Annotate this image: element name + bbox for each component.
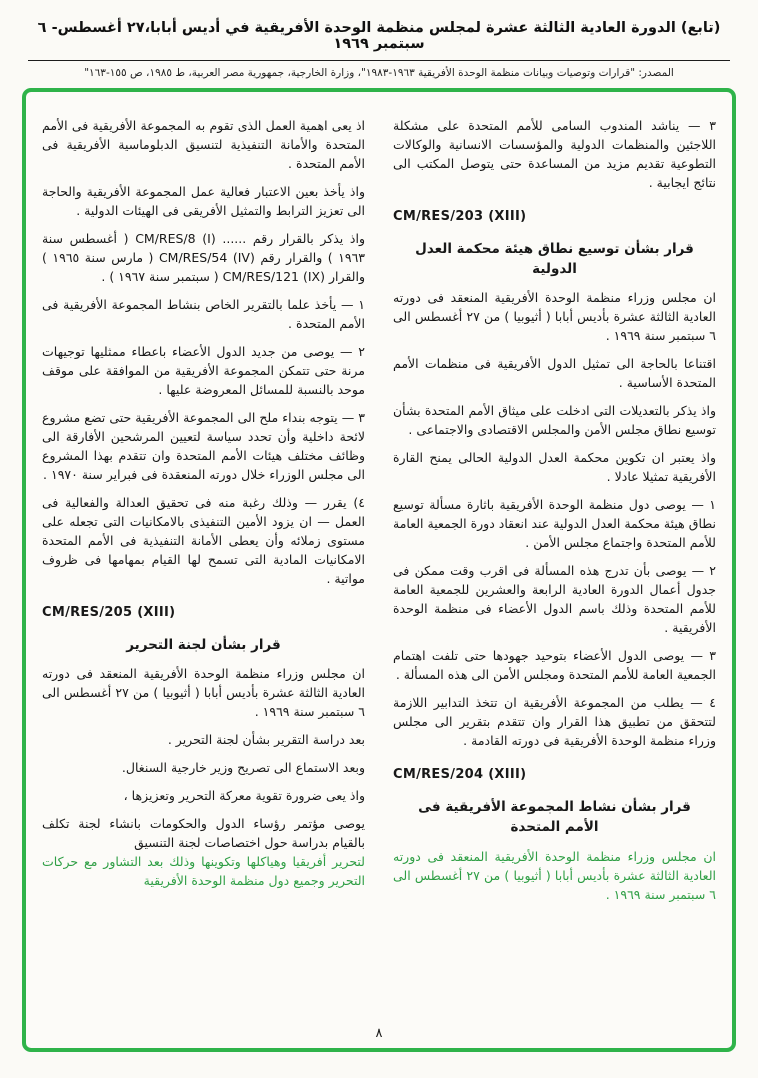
source-line: المصدر: "قرارات وتوصيات وبيانات منظمة الوحدة الأفريقية ١٩٦٣-١٩٨٣"، وزارة الخارجية، جمهورية مصر العربية، ط ١٩٨٥، ص ١٥٥-١٦٣" bbox=[84, 67, 674, 79]
content-border-box bbox=[22, 88, 736, 1052]
page-title: (تابع) الدورة العادية الثالثة عشرة لمجلس منظمة الوحدة الأفريقية في أديس أبابا،٢٧ أغسطس- ٦ سبتمبر ١٩٦٩ bbox=[37, 20, 721, 52]
right-col-resolution-ref-1: CM/RES/203 (XIII) bbox=[393, 209, 527, 224]
right-col-paragraph-10: ٤ — يطلب من المجموعة الأفريقية ان تتخذ التدابير اللازمة لتتحقق من تطبيق هذا القرار وان تتقدم بتقرير الى مجلس وزراء منظمة الوحدة الأفريقية فى دورته القادمة . bbox=[393, 695, 716, 749]
column-right bbox=[393, 116, 716, 1014]
right-col-resolution-title-12: قرار بشأن نشاط المجموعة الأفريقية فى الأمم المتحدة bbox=[418, 799, 691, 836]
right-col-paragraph-5: واذ يذكر بالتعديلات التى ادخلت على ميثاق الأمم المتحدة بشأن توسيع نطاق مجلس الأمن والمجلس الاقتصادى والاجتماعى . bbox=[393, 403, 716, 438]
left-col-paragraph-0: اذ يعى اهمية العمل الذى تقوم به المجموعة الأفريقية فى الأمم المتحدة والأمانة التنفيذية لتنسيق الدبلوماسية الأفريقية فى الأمم المتحدة . bbox=[42, 118, 365, 171]
left-col-paragraph-13: يوصى مؤتمر رؤساء الدول والحكومات بانشاء لجنة تكلف بالقيام بدراسة حول اختصاصات لجنة التنسيق bbox=[42, 816, 365, 850]
right-col-paragraph-9: ٣ — يوصى الدول الأعضاء بتوحيد جهودها حتى تلفت اهتمام الجمعية العامة للأمم المتحدة ومجلس الأمن الى هذه المسألة . bbox=[393, 648, 716, 683]
left-col-paragraph-12: واذ يعى ضرورة تقوية معركة التحرير وتعزيزها ، bbox=[123, 788, 365, 803]
left-col-paragraph-9: ان مجلس وزراء منظمة الوحدة الأفريقية المنعقد فى دورته العادية الثالثة عشرة بأديس أبابا ( أثيوبيا ) من ٢٧ أغسطس الى ٦ سبتمبر سنة ١٩٦٩ . bbox=[42, 666, 365, 719]
left-col-paragraph-1: واذ يأخذ بعين الاعتبار فعالية عمل المجموعة الأفريقية والحاجة الى تعزيز الترابط والتمثيل الأفريقى فى الهيئات الدولية . bbox=[42, 184, 365, 218]
left-col-paragraph-2: واذ يذكر بالقرار رقم ...... CM/RES/8 (I) ( أغسطس سنة ١٩٦٣ ) والقرار رقم CM/RES/54 (IV) ( مارس سنة ١٩٦٥ ) والقرار CM/RES/121 (IX) ( سبتمبر سنة ١٩٦٧ ) . bbox=[42, 231, 365, 284]
right-col-paragraph-13: ان مجلس وزراء منظمة الوحدة الأفريقية المنعقد فى دورته العادية الثالثة عشرة بأديس أبابا ( أثيوبيا ) من ٢٧ أغسطس الى ٦ سبتمبر سنة ١٩٦٩ . bbox=[393, 848, 716, 902]
right-col-paragraph-4: اقتناعا بالحاجة الى تمثيل الدول الأفريقية فى منظمات الأمم المتحدة الأساسية . bbox=[393, 356, 716, 391]
header-divider bbox=[28, 60, 730, 61]
left-col-paragraph-6: ٤) يقرر — وذلك رغبة منه فى تحقيق العدالة والفعالية فى العمل — ان يزود الأمين التنفيذى بالامكانيات التى تجعله على مستوى زملائه وأن يعطى الأمانة التنفيذية فى الأمم المتحدة الامكانيات المادية التى تسمح لها القيام بمهامها فى ظروف مواتية . bbox=[42, 495, 365, 586]
page-number: ٨ bbox=[375, 1026, 383, 1041]
left-col-resolution-title-8: قرار بشأن لجنة التحرير bbox=[126, 636, 281, 653]
column-left bbox=[42, 116, 365, 1014]
left-col-paragraph-14: لتحرير أفريقيا وهياكلها وتكوينها وذلك بعد التشاور مع حركات التحرير وجميع دول منظمة الوحدة الأفريقية bbox=[42, 854, 365, 888]
left-col-paragraph-3: ١ — يأخذ علما بالتقرير الخاص بنشاط المجموعة الأفريقية فى الأمم المتحدة . bbox=[42, 297, 365, 331]
left-col-paragraph-4: ٢ — يوصى من جديد الدول الأعضاء باعطاء ممثليها توجيهات مرنة حتى تتمكن المجموعة الأفريقية من الموافقة على موقف موحد بالنسبة للمسائل المعروضة عليها . bbox=[42, 344, 365, 397]
right-col-paragraph-6: واذ يعتبر ان تكوين محكمة العدل الدولية الحالى يمنح القارة الأفريقية تمثيلا عادلا . bbox=[393, 450, 716, 485]
left-col-paragraph-5: ٣ — يتوجه بنداء ملح الى المجموعة الأفريقية حتى تضع مشروع لائحة داخلية وأن تحدد سياسة لتعيين المرشحين الأفارقة الى وظائف مختلف هيئات الأمم المتحدة وان تتقدم بهذا المشروع الى مجلس الوزراء خلال دورته المنعقدة فى فبراير سنة ١٩٧٠ . bbox=[42, 410, 365, 482]
right-col-paragraph-0: ٣ — يناشد المندوب السامى للأمم المتحدة على مشكلة اللاجئين والمنظمات الدولية والمؤسسات الانسانية والوكالات التطوعية تقديم مزيد من المساعدة حتى يتوصل المكتب الى نتائج ايجابية . bbox=[393, 118, 716, 190]
right-col-paragraph-3: ان مجلس وزراء منظمة الوحدة الأفريقية المنعقد فى دورته العادية الثالثة عشرة بأديس أبابا ( أثيوبيا ) من ٢٧ أغسطس الى ٦ سبتمبر سنة ١٩٦٩ . bbox=[393, 290, 716, 344]
right-col-resolution-ref-11: CM/RES/204 (XIII) bbox=[393, 767, 527, 783]
document-header bbox=[22, 10, 736, 88]
left-col-resolution-ref-7: CM/RES/205 (XIII) bbox=[42, 605, 176, 620]
two-column-layout bbox=[42, 116, 716, 1014]
right-col-paragraph-8: ٢ — يوصى بأن تدرج هذه المسألة فى اقرب وقت ممكن فى جدول أعمال الدورة العادية الرابعة والعشرين للجمعية العامة للأمم المتحدة وذلك باسم الدول الأعضاء فى منظمة الوحدة الأفريقية . bbox=[393, 563, 716, 636]
left-col-paragraph-10: بعد دراسة التقرير بشأن لجنة التحرير . bbox=[167, 732, 365, 747]
right-col-paragraph-7: ١ — يوصى دول منظمة الوحدة الأفريقية باثارة مسألة توسيع نطاق هيئة محكمة العدل الدولية عند انعقاد دورة الجمعية العامة للأمم المتحدة واجتماع مجلس الأمن . bbox=[393, 497, 716, 551]
right-col-resolution-title-2: قرار بشأن توسيع نطاق هيئة محكمة العدل الدولية bbox=[415, 240, 694, 277]
left-col-paragraph-11: وبعد الاستماع الى تصريح وزير خارجية السنغال. bbox=[121, 760, 365, 775]
